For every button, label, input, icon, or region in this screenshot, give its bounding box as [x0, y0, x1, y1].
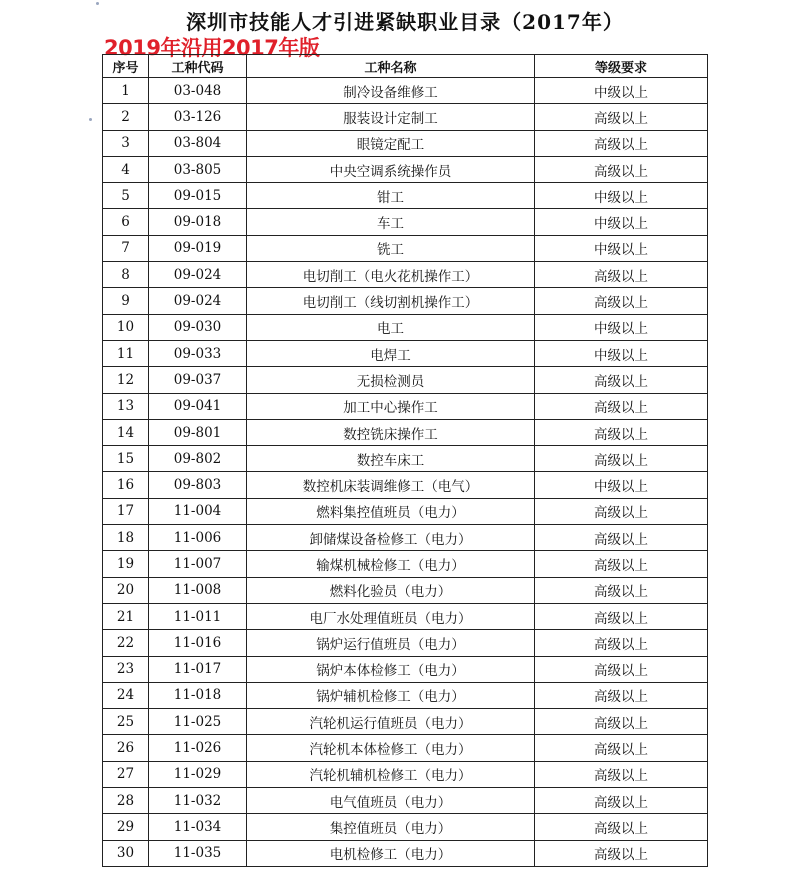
cell-code: 11-025	[149, 709, 247, 735]
cell-level: 高级以上	[535, 577, 708, 603]
edge-mark	[96, 2, 99, 5]
cell-code: 11-007	[149, 551, 247, 577]
cell-level: 中级以上	[535, 472, 708, 498]
cell-code: 03-048	[149, 78, 247, 104]
cell-seq: 3	[103, 130, 149, 156]
cell-level: 高级以上	[535, 498, 708, 524]
cell-seq: 27	[103, 761, 149, 787]
table-row	[103, 367, 708, 393]
cell-seq: 16	[103, 472, 149, 498]
cell-level: 高级以上	[535, 419, 708, 445]
cell-name: 服装设计定制工	[247, 104, 535, 130]
cell-code: 03-805	[149, 156, 247, 182]
cell-name: 锅炉运行值班员（电力）	[247, 630, 535, 656]
document-title: 深圳市技能人才引进紧缺职业目录（2017年）	[186, 10, 624, 34]
table-row	[103, 498, 708, 524]
cell-code: 09-030	[149, 314, 247, 340]
table-row	[103, 209, 708, 235]
cell-seq: 21	[103, 603, 149, 629]
occupation-table	[102, 54, 708, 867]
cell-level: 高级以上	[535, 840, 708, 866]
cell-seq: 13	[103, 393, 149, 419]
cell-level: 中级以上	[535, 183, 708, 209]
cell-level: 高级以上	[535, 525, 708, 551]
cell-seq: 30	[103, 840, 149, 866]
cell-level: 高级以上	[535, 104, 708, 130]
cell-name: 卸储煤设备检修工（电力）	[247, 525, 535, 551]
header-row	[103, 55, 708, 78]
cell-name: 铣工	[247, 235, 535, 261]
cell-name: 电切削工（电火花机操作工）	[247, 262, 535, 288]
cell-name: 集控值班员（电力）	[247, 814, 535, 840]
table-header	[103, 55, 708, 78]
header-seq: 序号	[103, 55, 149, 78]
cell-seq: 7	[103, 235, 149, 261]
table-row	[103, 525, 708, 551]
cell-code: 11-035	[149, 840, 247, 866]
cell-name: 数控机床装调维修工（电气）	[247, 472, 535, 498]
table-row	[103, 709, 708, 735]
cell-name: 电气值班员（电力）	[247, 788, 535, 814]
cell-name: 燃料集控值班员（电力）	[247, 498, 535, 524]
cell-name: 电焊工	[247, 340, 535, 366]
table-row	[103, 814, 708, 840]
cell-seq: 20	[103, 577, 149, 603]
cell-seq: 9	[103, 288, 149, 314]
cell-code: 03-126	[149, 104, 247, 130]
cell-code: 09-801	[149, 419, 247, 445]
cell-code: 11-008	[149, 577, 247, 603]
cell-name: 数控铣床操作工	[247, 419, 535, 445]
cell-code: 09-015	[149, 183, 247, 209]
cell-code: 09-018	[149, 209, 247, 235]
cell-name: 锅炉辅机检修工（电力）	[247, 682, 535, 708]
cell-code: 11-017	[149, 656, 247, 682]
cell-code: 09-802	[149, 446, 247, 472]
cell-level: 中级以上	[535, 209, 708, 235]
cell-name: 加工中心操作工	[247, 393, 535, 419]
cell-seq: 10	[103, 314, 149, 340]
cell-seq: 6	[103, 209, 149, 235]
cell-seq: 14	[103, 419, 149, 445]
table-row	[103, 78, 708, 104]
cell-code: 03-804	[149, 130, 247, 156]
cell-code: 11-034	[149, 814, 247, 840]
cell-seq: 22	[103, 630, 149, 656]
cell-level: 高级以上	[535, 551, 708, 577]
cell-level: 高级以上	[535, 682, 708, 708]
cell-seq: 25	[103, 709, 149, 735]
cell-code: 11-032	[149, 788, 247, 814]
cell-level: 中级以上	[535, 340, 708, 366]
cell-seq: 4	[103, 156, 149, 182]
cell-level: 中级以上	[535, 314, 708, 340]
cell-seq: 5	[103, 183, 149, 209]
cell-seq: 12	[103, 367, 149, 393]
table-row	[103, 630, 708, 656]
cell-level: 高级以上	[535, 262, 708, 288]
cell-name: 中央空调系统操作员	[247, 156, 535, 182]
cell-level: 中级以上	[535, 78, 708, 104]
cell-level: 中级以上	[535, 235, 708, 261]
cell-seq: 11	[103, 340, 149, 366]
cell-code: 11-016	[149, 630, 247, 656]
cell-level: 高级以上	[535, 656, 708, 682]
cell-seq: 26	[103, 735, 149, 761]
table-row	[103, 551, 708, 577]
cell-level: 高级以上	[535, 130, 708, 156]
cell-code: 11-029	[149, 761, 247, 787]
table-row	[103, 262, 708, 288]
cell-seq: 2	[103, 104, 149, 130]
cell-name: 钳工	[247, 183, 535, 209]
cell-name: 电切削工（线切割机操作工）	[247, 288, 535, 314]
cell-name: 数控车床工	[247, 446, 535, 472]
table-row	[103, 235, 708, 261]
cell-code: 09-037	[149, 367, 247, 393]
cell-code: 11-026	[149, 735, 247, 761]
table-row	[103, 419, 708, 445]
table-row	[103, 761, 708, 787]
cell-level: 高级以上	[535, 814, 708, 840]
cell-code: 11-018	[149, 682, 247, 708]
table-row	[103, 603, 708, 629]
cell-code: 09-019	[149, 235, 247, 261]
cell-seq: 23	[103, 656, 149, 682]
table-row	[103, 314, 708, 340]
cell-name: 电厂水处理值班员（电力）	[247, 603, 535, 629]
cell-seq: 17	[103, 498, 149, 524]
cell-level: 高级以上	[535, 788, 708, 814]
cell-level: 高级以上	[535, 367, 708, 393]
cell-seq: 24	[103, 682, 149, 708]
table-row	[103, 393, 708, 419]
cell-level: 高级以上	[535, 735, 708, 761]
cell-code: 11-011	[149, 603, 247, 629]
table-row	[103, 446, 708, 472]
table-row	[103, 288, 708, 314]
cell-name: 汽轮机运行值班员（电力）	[247, 709, 535, 735]
table-row	[103, 840, 708, 866]
table-row	[103, 682, 708, 708]
table-row	[103, 183, 708, 209]
cell-code: 11-006	[149, 525, 247, 551]
table-row	[103, 130, 708, 156]
cell-name: 燃料化验员（电力）	[247, 577, 535, 603]
cell-seq: 29	[103, 814, 149, 840]
cell-seq: 1	[103, 78, 149, 104]
cell-code: 09-024	[149, 288, 247, 314]
cell-seq: 19	[103, 551, 149, 577]
cell-level: 高级以上	[535, 761, 708, 787]
edge-mark	[89, 118, 92, 121]
cell-seq: 18	[103, 525, 149, 551]
table-row	[103, 472, 708, 498]
cell-name: 车工	[247, 209, 535, 235]
cell-seq: 15	[103, 446, 149, 472]
cell-name: 锅炉本体检修工（电力）	[247, 656, 535, 682]
table-row	[103, 577, 708, 603]
header-name: 工种名称	[247, 55, 535, 78]
cell-level: 高级以上	[535, 630, 708, 656]
cell-name: 汽轮机本体检修工（电力）	[247, 735, 535, 761]
cell-code: 09-041	[149, 393, 247, 419]
cell-code: 09-803	[149, 472, 247, 498]
cell-seq: 8	[103, 262, 149, 288]
cell-name: 无损检测员	[247, 367, 535, 393]
red-version-stamp: 2019年沿用2017年版	[104, 36, 320, 60]
cell-name: 制冷设备维修工	[247, 78, 535, 104]
cell-level: 高级以上	[535, 709, 708, 735]
header-code: 工种代码	[149, 55, 247, 78]
cell-name: 电工	[247, 314, 535, 340]
cell-code: 09-033	[149, 340, 247, 366]
table-row	[103, 340, 708, 366]
header-level: 等级要求	[535, 55, 708, 78]
cell-code: 09-024	[149, 262, 247, 288]
cell-name: 输煤机械检修工（电力）	[247, 551, 535, 577]
table-row	[103, 104, 708, 130]
cell-level: 高级以上	[535, 393, 708, 419]
cell-level: 高级以上	[535, 156, 708, 182]
table-body	[103, 78, 708, 867]
table-row	[103, 788, 708, 814]
cell-name: 眼镜定配工	[247, 130, 535, 156]
cell-level: 高级以上	[535, 446, 708, 472]
cell-name: 电机检修工（电力）	[247, 840, 535, 866]
table-row	[103, 156, 708, 182]
cell-level: 高级以上	[535, 603, 708, 629]
cell-code: 11-004	[149, 498, 247, 524]
cell-seq: 28	[103, 788, 149, 814]
table-row	[103, 656, 708, 682]
table-row	[103, 735, 708, 761]
cell-level: 高级以上	[535, 288, 708, 314]
cell-name: 汽轮机辅机检修工（电力）	[247, 761, 535, 787]
